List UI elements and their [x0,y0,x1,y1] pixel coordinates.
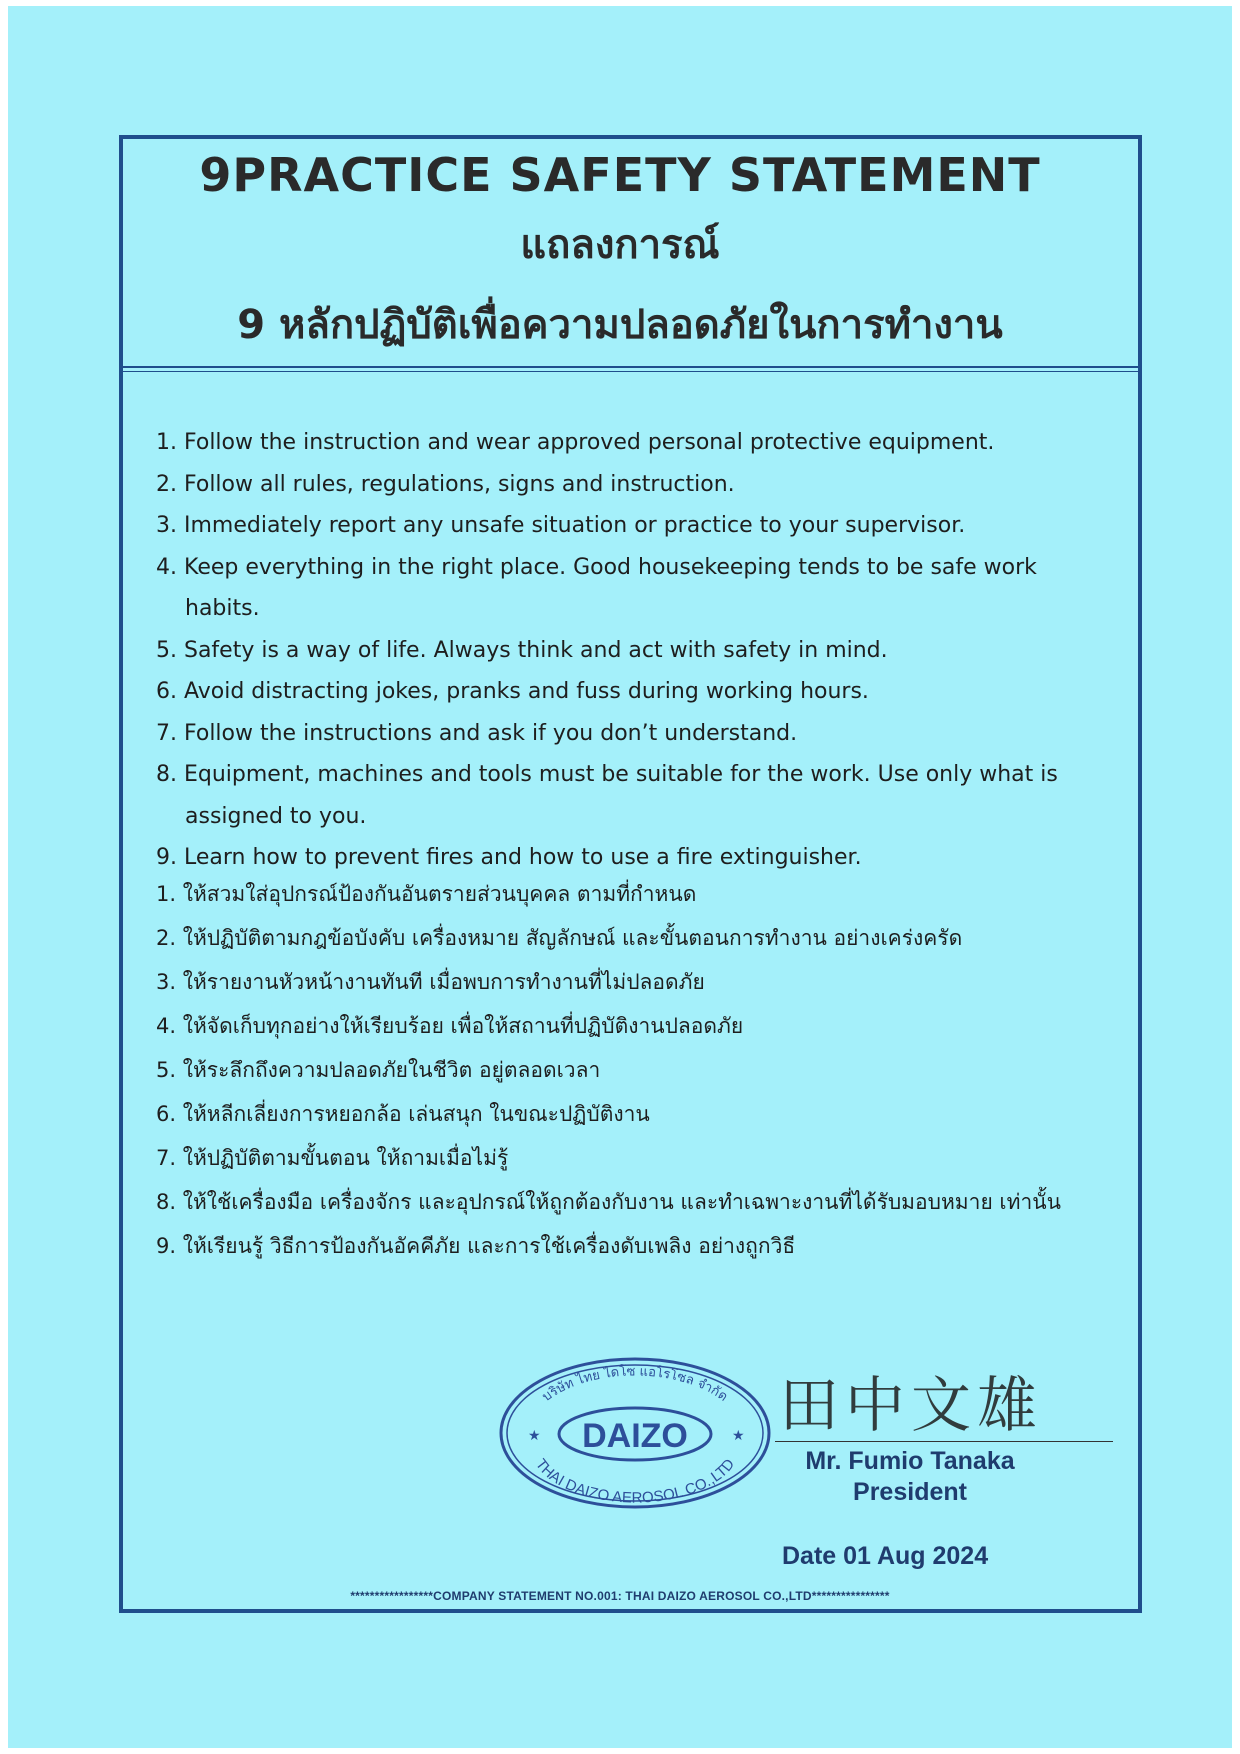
rule-en-2: 2. Follow all rules, regulations, signs and instruction. [156,471,735,497]
rule-th-9: 9. ให้เรียนรู้ วิธีการป้องกันอัคคีภัย และการใช้เครื่องดับเพลิง อย่างถูกวิธี [156,1234,796,1258]
seal-star-left-icon: ★ [528,1428,541,1444]
rule-en-6: 6. Avoid distracting jokes, pranks and fuss during working hours. [156,679,869,704]
rule-th-4: 4. ให้จัดเก็บทุกอย่างให้เรียบร้อย เพื่อให้สถานที่ปฏิบัติงานปลอดภัย [156,1014,744,1038]
rule-th-6: 6. ให้หลีกเลี่ยงการหยอกล้อ เล่นสนุก ในขณะปฏิบัติงาน [156,1102,650,1126]
rule-en-1: 1. Follow the instruction and wear approved personal protective equipment. [156,430,995,455]
rule-th-1: 1. ให้สวมใส่อุปกรณ์ป้องกันอันตรายส่วนบุคคล ตามที่กำหนด [156,882,697,906]
company-seal [496,1354,774,1512]
rule-en-9: 9. Learn how to prevent fires and how to use a fire extinguisher. [156,845,862,870]
svg-text:田中文雄: 田中文雄 [779,1371,1043,1441]
signer-name: Mr. Fumio Tanaka [805,1447,1015,1475]
rule-en-5: 5. Safety is a way of life. Always think and act with safety in mind. [156,637,888,663]
title-thai-line2: 9 หลักปฏิบัติเพื่อความปลอดภัยในการทำงาน [237,302,1003,348]
footer-statement: *****************COMPANY STATEMENT NO.001: THAI DAIZO AEROSOL CO.,LTD**************** [350,1589,890,1603]
header-divider [123,366,1138,368]
signer-title: President [853,1478,967,1506]
seal-bottom-text: THAI DAIZO AEROSOL CO.,LTD [531,1455,739,1507]
rules-list-thai [156,872,1116,1268]
rule-th-8: 8. ให้ใช้เครื่องมือ เครื่องจักร และอุปกรณ์ให้ถูกต้องกับงาน และทำเฉพาะงานที่ได้รับมอบหมาย เท่านั้น [156,1190,1061,1214]
seal-star-right-icon: ★ [732,1428,745,1444]
rule-en-7: 7. Follow the instructions and ask if you don’t understand. [156,720,798,746]
rule-en-8: 8. Equipment, machines and tools must be suitable for the work. Use only what is assigned to you. [156,762,1058,829]
rules-list-english [156,422,1116,879]
rule-th-7: 7. ให้ปฏิบัติตามขั้นตอน ให้ถามเมื่อไม่รู้ [156,1146,509,1170]
title-english: 9PRACTICE SAFETY STATEMENT [199,148,1041,202]
rule-th-2: 2. ให้ปฏิบัติตามกฎข้อบังคับ เครื่องหมาย สัญลักษณ์ และขั้นตอนการทำงาน อย่างเคร่งครัด [156,926,963,950]
seal-brand: DAIZO [582,1417,688,1455]
header-divider-thin [123,371,1138,372]
handwritten-signature [775,1362,1113,1442]
svg-text:THAI DAIZO AEROSOL CO.,LTD [532,1456,738,1507]
rule-en-3: 3. Immediately report any unsafe situation or practice to your supervisor. [156,513,966,538]
rule-th-3: 3. ให้รายงานหัวหน้างานทันที เมื่อพบการทำงานที่ไม่ปลอดภัย [156,970,705,994]
rule-th-5: 5. ให้ระลึกถึงความปลอดภัยในชีวิต อยู่ตลอดเวลา [156,1058,601,1082]
statement-date: Date 01 Aug 2024 [782,1542,989,1570]
signature-line [775,1441,1113,1442]
rule-en-4: 4. Keep everything in the right place. Good housekeeping tends to be safe work habits. [156,554,1037,621]
title-thai-line1: แถลงการณ์ [520,222,720,268]
seal-top-text: บริษัท ไทย ไดโซ แอโรโซล จำกัด [539,1364,731,1405]
